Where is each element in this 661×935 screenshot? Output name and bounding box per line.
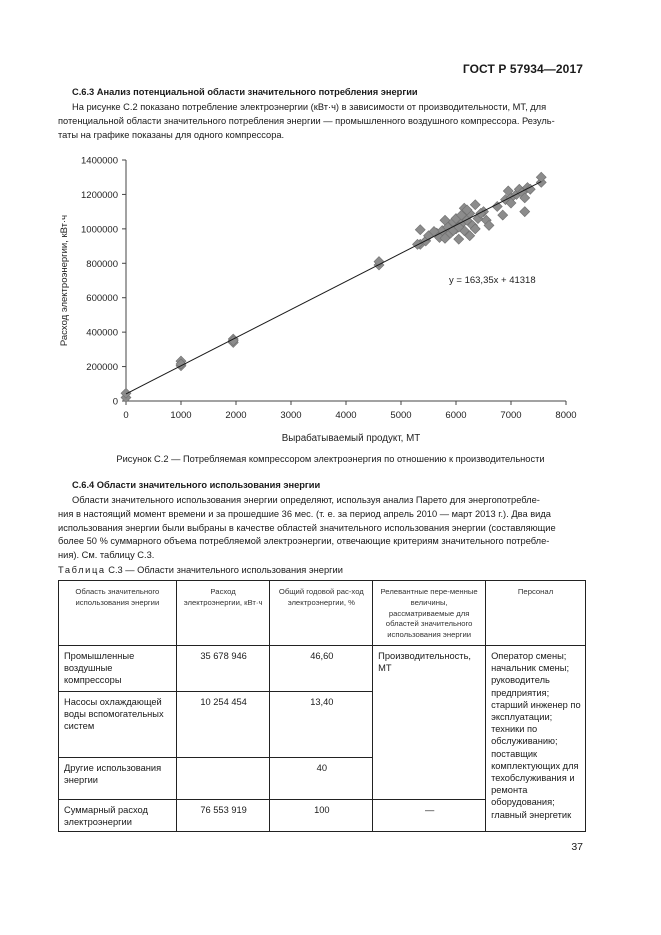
cell-share: 100 [270,799,373,831]
paragraph-line: ния в настоящий момент времени и за прошедшие 36 мес. (т. е. за период апрель 2010 — март 2013 г.). Два вида [58,508,551,519]
trendline [126,182,541,394]
x-tick-label: 2000 [225,410,247,421]
header-variables: Релевантные пере-менные величины, рассматриваемые для областей значительного использования энергии [373,581,486,646]
cell-area: Суммарный расход электроэнергии [59,799,177,831]
x-tick-label: 8000 [555,410,577,421]
trendline-equation: y = 163,35x + 41318 [449,275,536,286]
y-tick-label: 1400000 [81,155,118,167]
header-consumption: Расход электроэнергии, кВт·ч [176,581,270,646]
x-tick-label: 6000 [445,410,467,421]
y-tick-label: 1000000 [81,224,118,236]
data-point [454,234,464,244]
paragraph-line: использования энергии были выбраны в качестве областей значительного использования энергии (составляющие [58,522,556,533]
data-point [498,210,508,220]
cell-share: 46,60 [270,645,373,691]
cell-consumption [176,757,270,799]
paragraph-line: ния). См. таблицу С.3. [58,550,155,561]
table-caption-prefix: Таблица [58,565,106,575]
document-header: ГОСТ Р 57934—2017 [462,62,583,76]
cell-consumption: 76 553 919 [176,799,270,831]
header-share: Общий годовой рас-ход электроэнергии, % [270,581,373,646]
energy-use-table [58,580,586,832]
section-c63-title: С.6.3 Анализ потенциальной области значительного потребления энергии [72,87,418,97]
table-header-row [59,581,586,646]
cell-consumption: 10 254 454 [176,691,270,757]
paragraph-line: Области значительного использования энергии определяют, используя анализ Парето для энергопотребле- [72,495,540,505]
y-tick-label: 400000 [86,327,118,339]
y-tick-label: 0 [112,396,118,408]
x-tick-label: 7000 [500,410,522,421]
cell-area: Другие использования энергии [59,757,177,799]
cell-variables-total: — [373,799,486,831]
paragraph-line: На рисунке С.2 показано потребление электроэнергии (кВт·ч) в зависимости от производительности, МТ, для [72,102,547,112]
y-tick-label: 600000 [86,293,118,305]
data-point [415,225,425,235]
cell-area: Промышленные воздушные компрессоры [59,645,177,691]
paragraph-line: более 50 % суммарного объема потребляемой электроэнергии, отвечающие критериям значительного потребле- [58,536,550,547]
x-tick-label: 3000 [280,410,302,421]
cell-share: 13,40 [270,691,373,757]
header-area: Область значительного использования энергии [59,581,177,646]
paragraph-line: таты на графике показаны для одного компрессора. [58,129,285,140]
cell-personnel: Оператор смены; начальник смены; руководитель предприятия; старший инженер по эксплуатации; техники по обслуживанию; поставщик комплектующих для техобслуживания и ремонта оборудования; главный энергетик [486,645,586,831]
table-row [59,645,586,691]
x-axis-label: Вырабатываемый продукт, МТ [281,433,421,444]
table-caption-text: С.3 — Области значительного использования энергии [105,565,343,575]
cell-share: 40 [270,757,373,799]
section-c64-paragraph [58,494,587,563]
data-point [520,207,530,217]
y-tick-label: 800000 [86,258,118,270]
cell-consumption: 35 678 946 [176,645,270,691]
x-tick-label: 0 [123,410,129,421]
y-tick-label: 1200000 [81,189,118,201]
chart-axes [81,156,577,422]
figure-caption: Рисунок С.2 — Потребляемая компрессором электроэнергия по отношению к производительности [116,454,545,464]
data-point [470,200,480,210]
page-number: 37 [571,841,583,853]
y-tick-label: 200000 [86,362,118,374]
x-tick-label: 5000 [390,410,412,421]
chart-trendline [126,182,541,394]
data-point [492,201,502,211]
cell-area: Насосы охлаждающей воды вспомогательных систем [59,691,177,757]
paragraph-line: потенциальной области значительного потребления энергии — промышленного воздушного компрессора. Резуль- [58,115,555,126]
cell-variables: Производительность, МТ [373,645,486,799]
x-tick-label: 4000 [335,410,357,421]
y-axis-label: Расход электроэнергии, кВт·ч [59,214,70,347]
header-personnel: Персонал [486,581,586,646]
table-caption [58,565,343,575]
x-tick-label: 1000 [170,410,192,421]
section-c64-title: С.6.4 Области значительного использования энергии [72,480,321,490]
